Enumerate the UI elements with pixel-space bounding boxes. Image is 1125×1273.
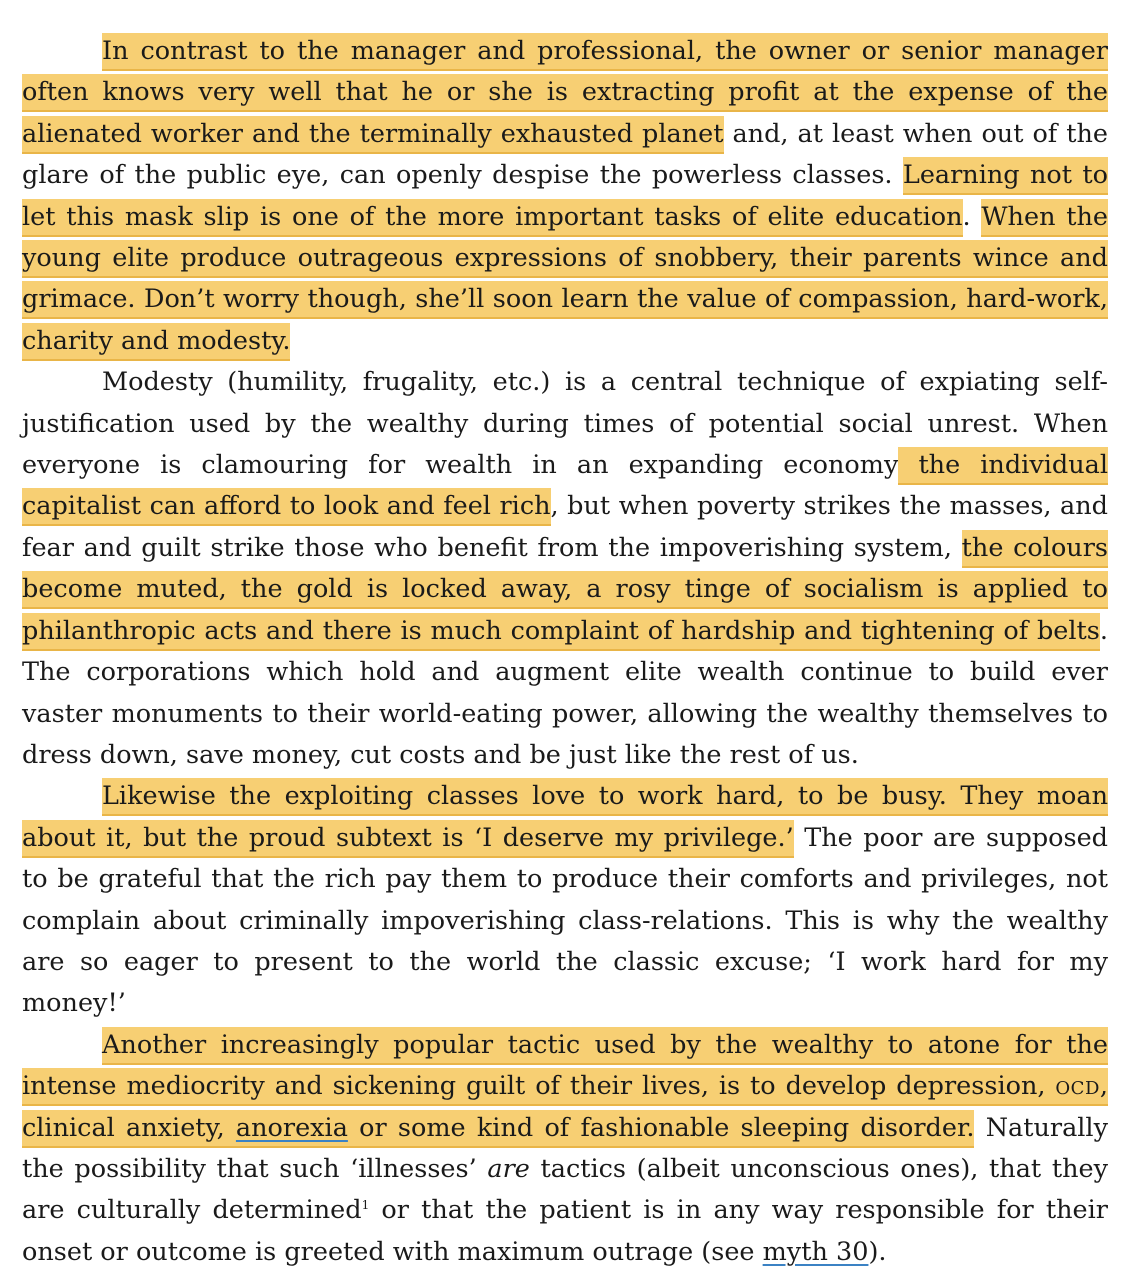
- highlight[interactable]: Likewise the exploiting classes love to work hard, to be busy. They moan about it, but the proud subtext is ‘I deserve my privilege.’: [22, 778, 1108, 857]
- paragraph-1: [22, 31, 1108, 362]
- highlight[interactable]: [22, 1027, 1108, 1148]
- text-span: , but when poverty strikes the masses, and fear and guilt strike those who benefit from the impoverishing system,: [22, 491, 1108, 563]
- paragraph-3: [22, 776, 1108, 1024]
- abbreviation-ocd: ocd: [1055, 1071, 1100, 1102]
- document-page: [22, 31, 1108, 1273]
- text-span: Modesty (humility, frugality, etc.) is a central technique of expiating self-justification used by the wealthy during times of potential social unrest. When everyone is clamouring for wealth in an expanding economy: [22, 367, 1108, 481]
- footnote-marker[interactable]: 1: [361, 1198, 370, 1213]
- text-span: , clinical anxiety,: [22, 1071, 1108, 1143]
- highlight[interactable]: Learning not to let this mask slip is one of the more important tasks of elite education: [22, 157, 1108, 236]
- text-span: ).: [868, 1236, 887, 1267]
- text-span: or that the patient is in any way responsible for their onset or outcome is greeted with maximum outrage (see: [22, 1195, 1108, 1267]
- text-span: .: [962, 201, 982, 232]
- paragraph-2: [22, 362, 1108, 776]
- text-span: The poor are supposed to be grateful that the rich pay them to produce their comforts and privileges, not complain about criminally impoverishing class-relations. This is why the wealthy are so eager to present to the world the classic excuse; ‘I work hard for my money!’: [22, 822, 1109, 1019]
- paragraph-4: [22, 1025, 1108, 1273]
- emphasis: are: [487, 1153, 530, 1184]
- text-span: Another increasingly popular tactic used by the wealthy to atone for the intense mediocrity and sickening guilt of their lives, is to develop depression,: [22, 1029, 1108, 1102]
- highlight[interactable]: In contrast to the manager and professional, the owner or senior manager often knows very well that he or she is extracting profit at the expense of the alienated worker and the terminally exhausted planet: [22, 33, 1108, 154]
- highlight[interactable]: the colours become muted, the gold is locked away, a rosy tinge of socialism is applied to philanthropic acts and there is much complaint of hardship and tightening of belts: [22, 530, 1108, 651]
- text-span: tactics (albeit unconscious ones), that they are culturally determined: [22, 1153, 1109, 1226]
- highlight[interactable]: the individual capitalist can afford to look and feel rich: [22, 447, 1108, 526]
- text-span: and, at least when out of the glare of the public eye, can openly despise the powerless classes.: [22, 118, 1108, 191]
- highlight[interactable]: When the young elite produce outrageous expressions of snobbery, their parents wince and grimace. Don’t worry though, she’ll soon learn the value of compassion, hard-work, charity and modesty.: [22, 199, 1108, 361]
- text-span: Naturally the possibility that such ‘illnesses’: [22, 1112, 1108, 1184]
- link-myth-30[interactable]: myth 30: [762, 1236, 869, 1267]
- text-span: or some kind of fashionable sleeping disorder.: [347, 1112, 975, 1143]
- link-anorexia[interactable]: anorexia: [235, 1112, 348, 1143]
- text-span: . The corporations which hold and augment elite wealth continue to build ever vaster monuments to their world-eating power, allowing the wealthy themselves to dress down, save money, cut costs and be just like the rest of us.: [22, 615, 1108, 770]
